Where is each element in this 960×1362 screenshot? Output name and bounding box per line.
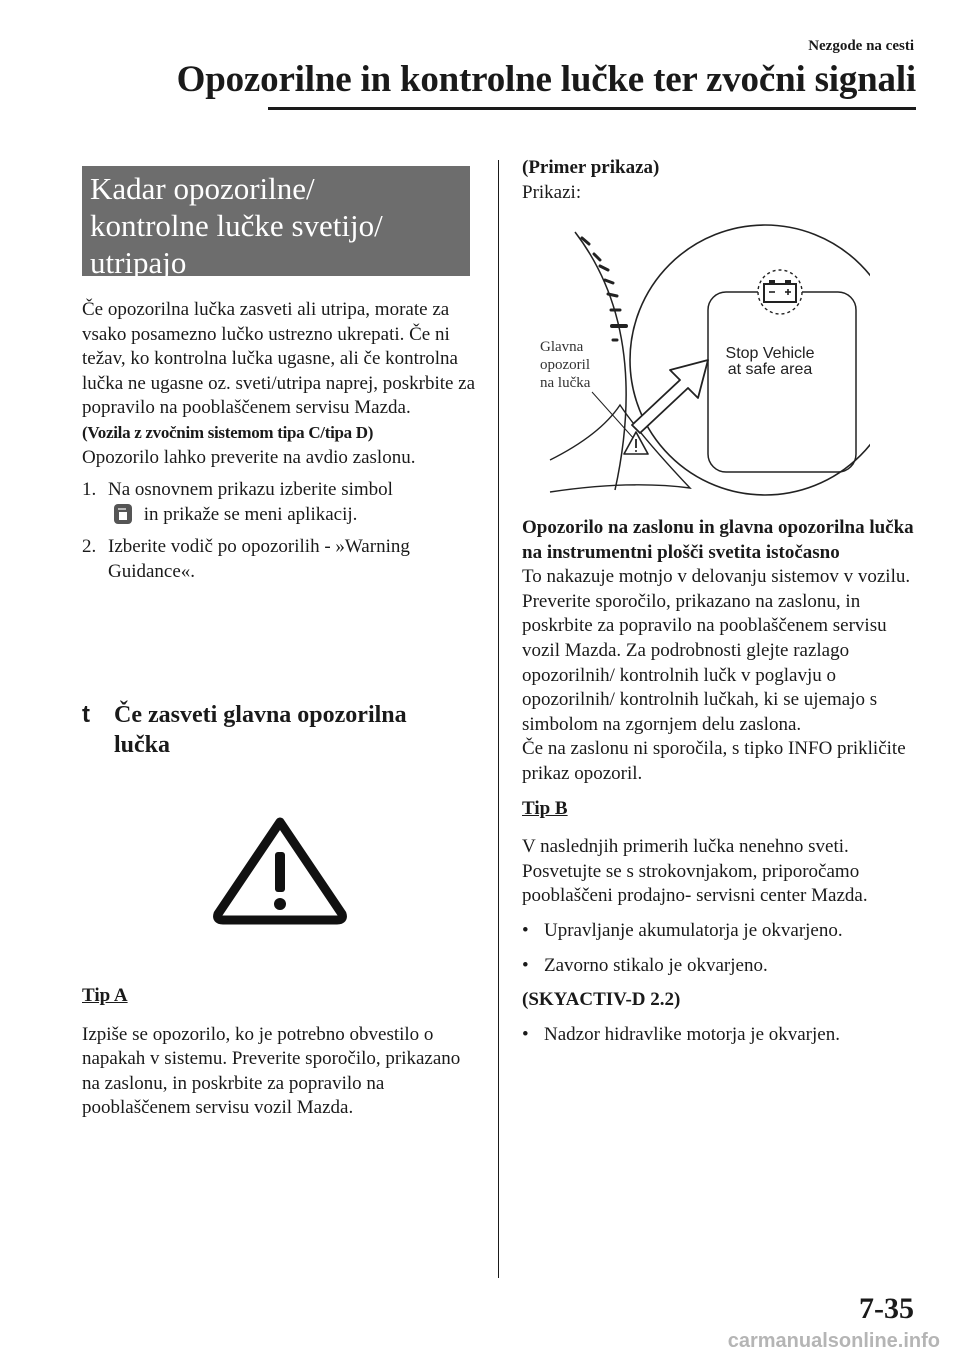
step-text: Na osnovnem prikazu izberite simbol in prikaže se meni aplikacij. (108, 479, 393, 525)
skyactiv-label: (SKYACTIV-D 2.2) (522, 989, 681, 1011)
subheading-marker: t (82, 701, 90, 728)
tip-a-label: Tip A (82, 985, 128, 1006)
step-2 (82, 535, 482, 584)
example-label: (Primer prikaza) (522, 157, 660, 178)
right-column-text (522, 516, 924, 1047)
subheading-line-2: lučka (114, 732, 171, 758)
example-heading (522, 156, 922, 205)
list-item: • Zavorno stikalo je okvarjeno. (522, 954, 768, 976)
step-number: 2. (82, 536, 97, 558)
bold-heading: Opozorilo na zaslonu in glavna opozorilna lučka na instrumentni plošči svetita istočasno (522, 517, 914, 563)
step-1 (82, 478, 482, 527)
section-heading-line-1: Kadar opozorilne/ (90, 171, 315, 206)
audio-check-text: Opozorilo lahko preverite na avdio zaslonu. (82, 446, 416, 468)
header-rule (268, 107, 916, 110)
watermark: carmanualsonline.info (727, 1330, 940, 1352)
subheading-line-1: Če zasveti glavna opozorilna (114, 702, 407, 728)
section-label: Nezgode na cesti (808, 38, 914, 54)
section-heading-line-3: utripajo (90, 245, 187, 280)
body-paragraph-1: To nakazuje motnjo v delovanju sistemov v vozilu. Preverite sporočilo, prikazano na zaslonu, in poskrbite za popravilo na pooblaščenem servisu vozil Mazda. Za podrobnosti glejte razlago opozorilnih/ kontrolnih lučk v poglavju o opozorilnih/ kontrolnih lučkah, ki se ujemajo s simbolom na zgornjem delu zaslona. (522, 566, 911, 735)
warning-triangle-icon (209, 814, 351, 926)
list-item: • Nadzor hidravlike motorja je okvarjen. (522, 1023, 840, 1045)
page-number: 7-35 (859, 1292, 914, 1325)
section-heading-line-2: kontrolne lučke svetijo/ (90, 208, 383, 243)
tip-a-text: Izpiše se opozorilo, ko je potrebno obvestilo o napakah v sistemu. Preverite sporočilo, prikazano na zaslonu, in poskrbite za popravilo na pooblaščenem servisu vozil Mazda. (82, 1023, 461, 1119)
step-text: Izberite vodič po opozorilih - »Warning Guidance«. (108, 536, 410, 582)
chapter-title: Opozorilne in kontrolne lučke ter zvočni signali (176, 59, 916, 100)
intro-paragraph: Če opozorilna lučka zasveti ali utripa, morate za vsako posamezno lučko ustrezno ukrepati. Če ni težav, ko kontrolna lučka ugasne, ali če kontrolna lučka ne ugasne oz. sveti/utripa naprej, poskrbite za popravilo na pooblaščenem servisu Mazda. (82, 299, 476, 419)
tip-b-text: V naslednjih primerih lučka nenehno sveti. Posvetujte se s strokovnjakom, priporočamo pooblaščeni prodajno- servisni center Mazda. (522, 836, 868, 907)
screen-message: Stop Vehicle at safe area (725, 345, 815, 378)
subheading-block (82, 700, 472, 760)
tip-a-block (82, 984, 482, 1121)
section-heading-box (82, 166, 470, 280)
left-column-text (82, 298, 482, 585)
battery-icon (758, 270, 802, 314)
apps-icon (113, 503, 133, 525)
tip-b-label: Tip B (522, 797, 568, 819)
callout-label: Glavna opozoril na lučka (540, 339, 591, 391)
list-item: • Upravljanje akumulatorja je okvarjeno. (522, 919, 843, 941)
vehicles-note: (Vozila z zvočnim sistemom tipa C/tipa D) (82, 422, 374, 442)
displays-label: Prikazi: (522, 181, 582, 203)
body-paragraph-2: Če na zaslonu ni sporočila, s tipko INFO prikličite prikaz opozoril. (522, 738, 906, 784)
step-number: 1. (82, 479, 97, 501)
warning-triangle-icon (624, 432, 648, 454)
column-divider (498, 160, 499, 1278)
